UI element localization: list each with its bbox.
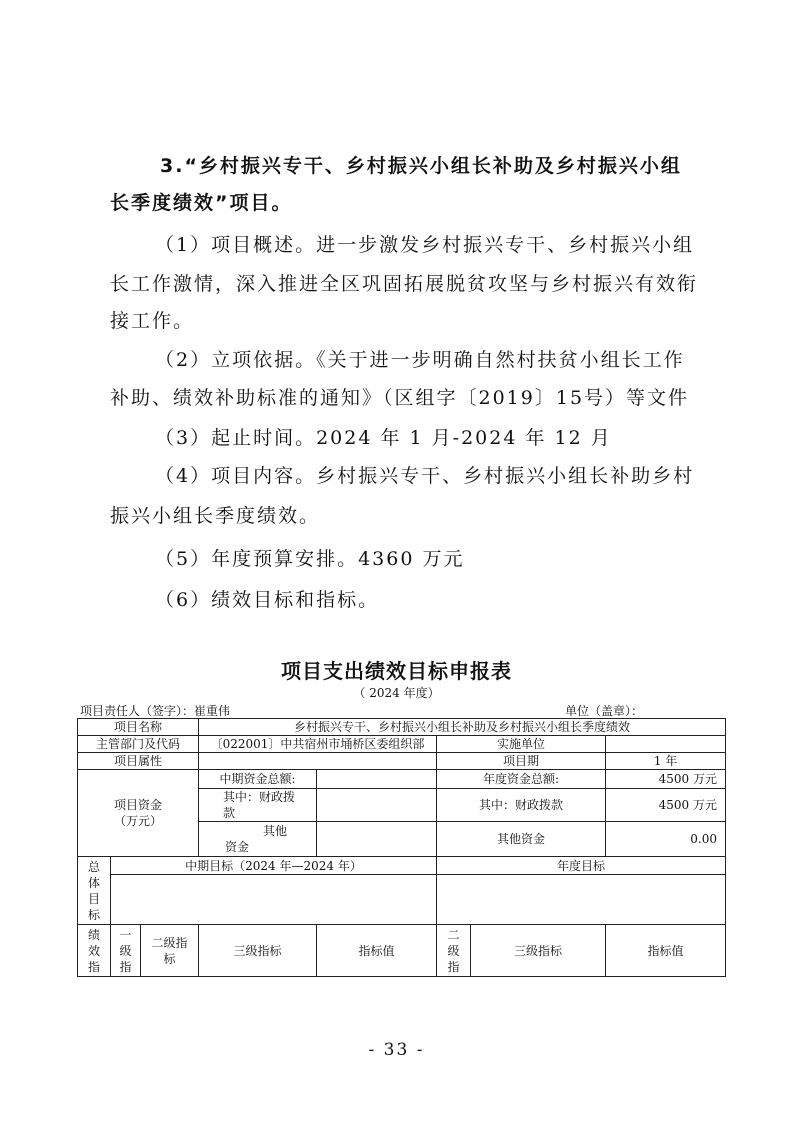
funds-label-line-2: （万元） (113, 814, 162, 828)
performance-index-label (78, 925, 111, 977)
annual-goal-label: 年度目标 (437, 857, 726, 875)
table-row (78, 770, 726, 789)
paragraph-content (155, 458, 740, 495)
funds-label-line-1: 项目资金 (113, 798, 162, 812)
project-name-label: 项目名称 (78, 719, 199, 736)
mid-goal-label: 中期目标（2024 年—2024 年） (111, 857, 437, 875)
goal-label-char: 体 (87, 875, 100, 890)
table-year: （ 2024 年度） (353, 686, 440, 700)
period-label: 项目期 (437, 753, 606, 770)
mid-other-label-line-2: 资金 (225, 840, 250, 854)
level3-index-header: 三级指标 (199, 925, 317, 977)
overall-goal-label (78, 857, 111, 925)
annual-other-value: 0.00 (606, 822, 726, 857)
table-row (78, 719, 726, 736)
budget-line-1: （5）年度预算安排。4360 万元 (155, 548, 465, 570)
dept-label: 主管部门及代码 (78, 736, 199, 753)
mid-other-value (317, 822, 437, 857)
goal-label-char: 标 (87, 907, 100, 922)
level3-index-header-annual: 三级指标 (471, 925, 606, 977)
goal-label-char: 总 (87, 859, 100, 874)
project-name-value: 乡村振兴专干、乡村振兴小组长补助及乡村振兴小组长季度绩效 (199, 719, 726, 736)
mid-goal-value (111, 875, 437, 925)
period-value: 1 年 (606, 753, 726, 770)
annual-other-label: 其他资金 (437, 822, 606, 857)
index-value-header: 指标值 (317, 925, 437, 977)
targets-line-1: （6）绩效目标和指标。 (155, 589, 380, 611)
goal-label-char: 目 (87, 891, 100, 906)
unit-seal: 单位（盖章）： (565, 704, 644, 718)
dept-value: 〔022001〕中共宿州市埇桥区委组织部 (199, 736, 437, 753)
level2-index-header (141, 925, 199, 977)
overview-line-1: （1）项目概述。进一步激发乡村振兴专干、乡村振兴小组 (155, 234, 695, 256)
content-line-1: （4）项目内容。乡村振兴专干、乡村振兴小组长补助乡村 (155, 465, 695, 487)
performance-table (77, 718, 726, 977)
section-heading-cont (110, 185, 695, 222)
attr-value (199, 753, 437, 770)
table-row (78, 875, 726, 925)
level2-label-line-2: 标 (163, 951, 176, 966)
paragraph-targets (155, 582, 740, 619)
period-line-1: （3）起止时间。2024 年 1 月-2024 年 12 月 (155, 427, 612, 449)
table-title: 项目支出绩效目标申报表 (281, 659, 512, 683)
mid-total-value (317, 770, 437, 789)
level1-index-header (111, 925, 141, 977)
mid-total-label: 中期资金总额: (199, 770, 317, 789)
overview-line-2: 长工作激情，深入推进全区巩固拓展脱贫攻坚与乡村振兴有效衔 (110, 273, 699, 295)
perf-label-char: 效 (87, 943, 100, 958)
paragraph-basis (155, 342, 740, 379)
mid-fiscal-value (317, 789, 437, 822)
level2b-label-char: 级 (447, 943, 460, 958)
level2-label-line-1: 二级指 (151, 935, 188, 950)
level1-label-char: 指 (119, 959, 132, 974)
annual-goal-value (437, 875, 726, 925)
level1-label-char: 一 (119, 927, 132, 942)
paragraph-budget (155, 541, 740, 578)
basis-line-1: （2）立项依据。《关于进一步明确自然村扶贫小组长工作 (155, 349, 685, 371)
impl-unit-label: 实施单位 (437, 736, 606, 753)
impl-unit-value (606, 736, 726, 753)
heading-line-2: 长季度绩效”项目。 (110, 192, 293, 214)
table-row (78, 753, 726, 770)
level1-label-char: 级 (119, 943, 132, 958)
responsible-person: 项目责任人（签字）：崔重伟 (80, 704, 231, 718)
mid-fiscal-label-line-1: 其中：财政拨 (223, 790, 296, 804)
paragraph-basis-cont (110, 380, 695, 417)
level2-index-header-annual (437, 925, 471, 977)
annual-fiscal-label: 其中：财政拨款 (437, 789, 606, 822)
mid-fiscal-label (199, 789, 317, 822)
mid-other-label-line-1: 其他 (263, 824, 288, 838)
attr-label: 项目属性 (78, 753, 199, 770)
annual-total-value: 4500 万元 (606, 770, 726, 789)
heading-line-1: 3.“乡村振兴专干、乡村振兴小组长补助及乡村振兴小组 (160, 155, 682, 177)
annual-total-label: 年度资金总额: (437, 770, 606, 789)
overview-line-3: 接工作。 (110, 310, 195, 332)
paragraph-content-cont (110, 498, 695, 535)
content-line-2: 振兴小组长季度绩效。 (110, 505, 321, 527)
section-heading (160, 148, 745, 185)
paragraph-overview-cont (110, 266, 699, 340)
table-row (78, 736, 726, 753)
basis-line-2: 补助、绩效补助标准的通知》（区组字〔2019〕15号）等文件 (110, 387, 690, 409)
funds-label (78, 770, 199, 857)
mid-other-label (199, 822, 317, 857)
perf-label-char: 指 (87, 959, 100, 974)
perf-label-char: 绩 (87, 927, 100, 942)
table-row (78, 925, 726, 977)
paragraph-overview (155, 227, 740, 264)
mid-fiscal-label-line-2: 款 (223, 806, 236, 820)
index-value-header-annual: 指标值 (606, 925, 726, 977)
level2b-label-char: 二 (447, 927, 460, 942)
paragraph-period (155, 420, 740, 457)
annual-fiscal-value: 4500 万元 (606, 789, 726, 822)
table-row (78, 857, 726, 875)
page-number: - 33 - (368, 1040, 425, 1060)
level2b-label-char: 指 (447, 959, 460, 974)
